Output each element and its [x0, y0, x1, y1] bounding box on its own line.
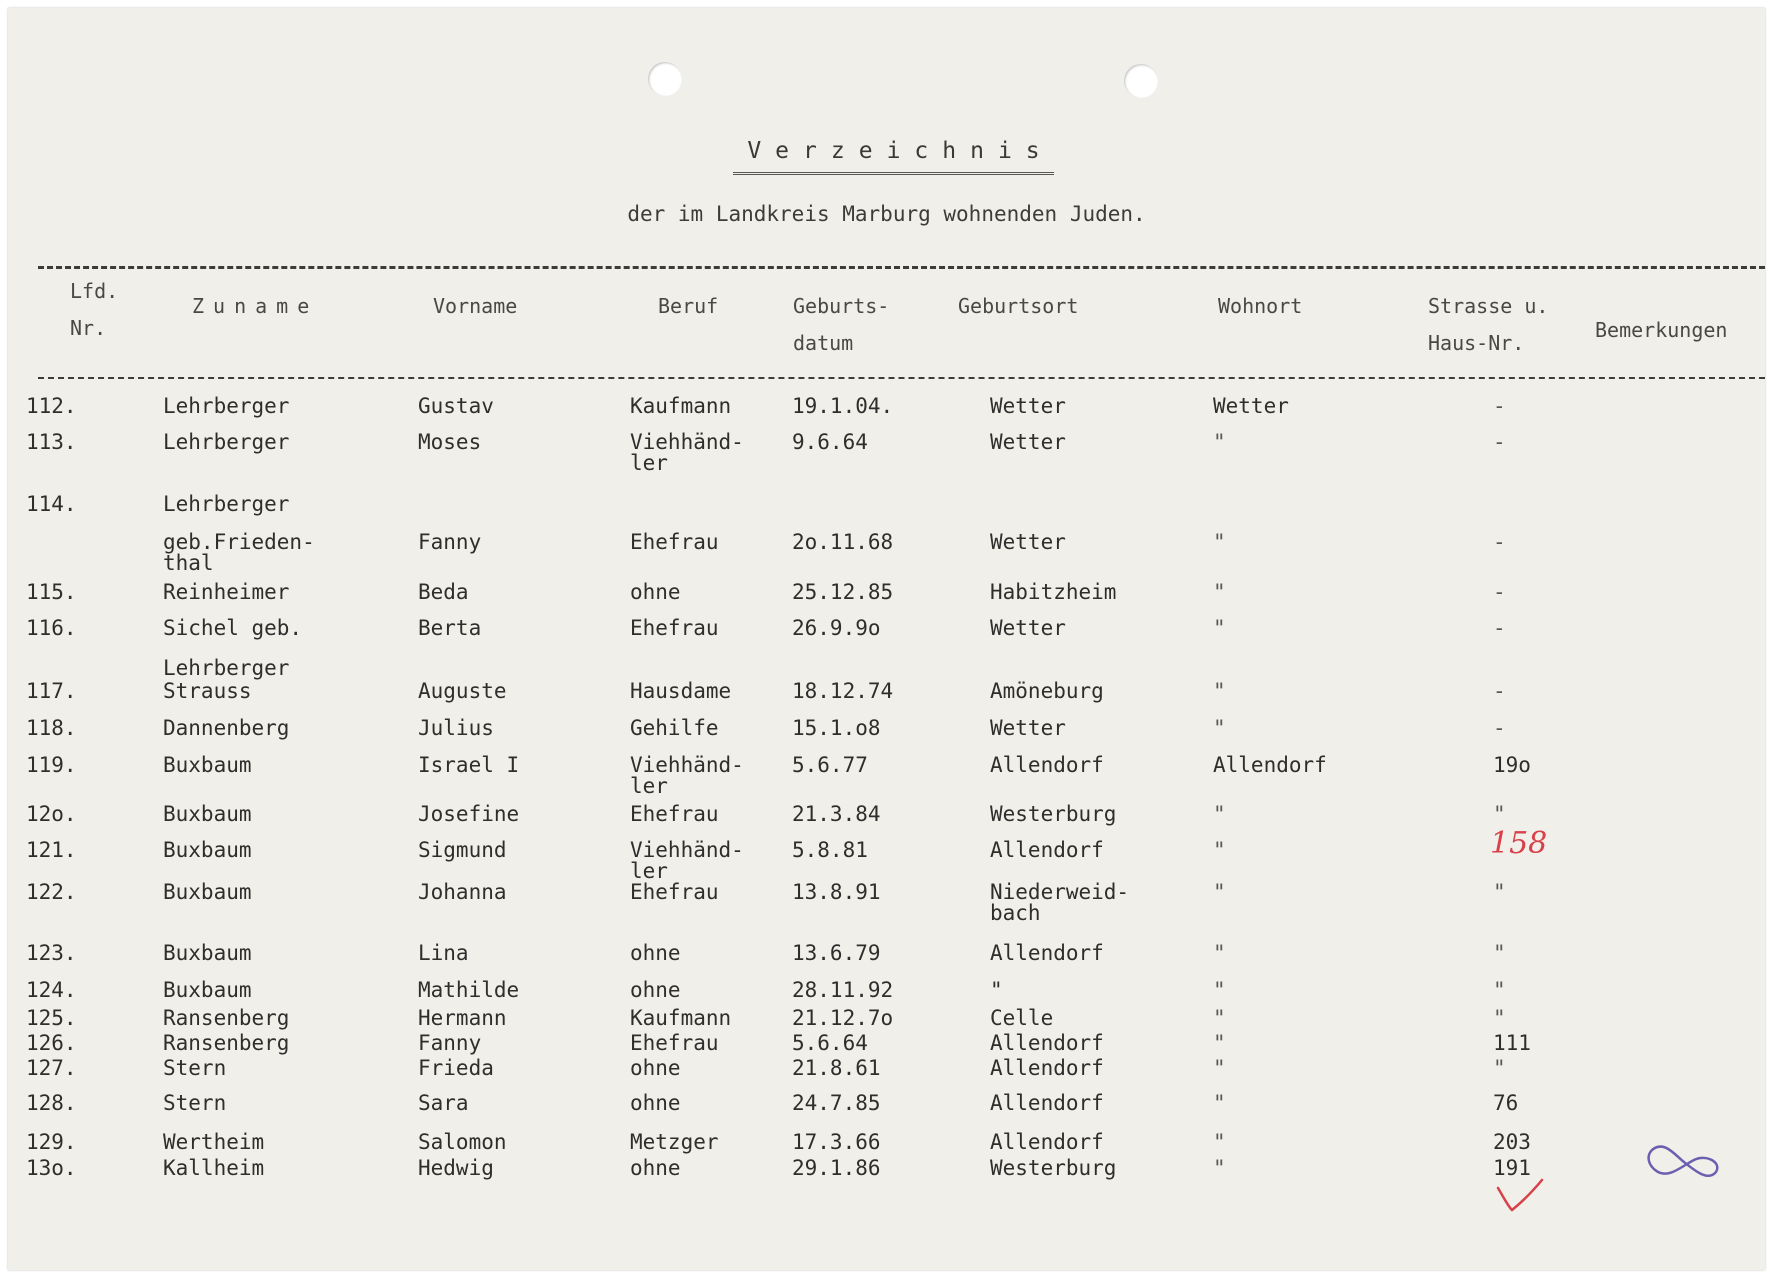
row-geburtsort: Niederweid- bach [990, 880, 1130, 925]
header-bemerkungen: Bemerkungen [1595, 318, 1728, 342]
row-geburtsort: Allendorf [990, 838, 1104, 862]
row-nr: 118. [26, 716, 77, 740]
row-beruf: Kaufmann [630, 394, 732, 418]
row-vorname: Frieda [418, 1056, 494, 1080]
row-wohnort: " [1213, 1056, 1226, 1080]
row-vorname: Beda [418, 580, 469, 604]
row-vorname: Mathilde [418, 978, 520, 1002]
row-wohnort: " [1213, 1156, 1226, 1180]
row-zuname: Strauss [163, 679, 252, 703]
row-zuname: Wertheim [163, 1130, 265, 1154]
header-nr: Lfd. Nr. [70, 279, 119, 340]
row-zuname: geb.Frieden- thal [163, 530, 315, 575]
row-geburtsdatum: 28.11.92 [792, 978, 894, 1002]
row-nr: 117. [26, 679, 77, 703]
row-nr: 126. [26, 1031, 77, 1055]
row-zuname: Ransenberg [163, 1006, 290, 1030]
document-subtitle: der im Landkreis Marburg wohnenden Juden. [627, 202, 1146, 226]
row-nr: 112. [26, 394, 77, 418]
row-vorname: Auguste [418, 679, 507, 703]
row-geburtsdatum: 21.12.7o [792, 1006, 894, 1030]
row-beruf: ohne [630, 1091, 681, 1115]
row-geburtsort: Wetter [990, 616, 1066, 640]
row-zuname: Dannenberg [163, 716, 290, 740]
document-sheet [8, 8, 1765, 1270]
row-vorname: Hedwig [418, 1156, 494, 1180]
red-pencil-annotation: 158 [1490, 826, 1548, 861]
row-geburtsort: Wetter [990, 716, 1066, 740]
row-geburtsort: Allendorf [990, 1091, 1104, 1115]
row-zuname: Buxbaum [163, 838, 252, 862]
row-wohnort: " [1213, 802, 1226, 826]
row-zuname: Lehrberger [163, 430, 290, 454]
row-wohnort: " [1213, 880, 1226, 904]
row-zuname: Buxbaum [163, 802, 252, 826]
row-nr: 12o. [26, 802, 77, 826]
row-beruf: Viehhänd- ler [630, 430, 744, 475]
row-strasse: - [1493, 430, 1506, 454]
row-strasse: " [1493, 802, 1506, 826]
row-wohnort: " [1213, 530, 1226, 554]
row-strasse: " [1493, 1006, 1506, 1030]
row-wohnort: " [1213, 430, 1226, 454]
row-geburtsdatum: 5.6.77 [792, 753, 868, 777]
row-zuname: Sichel geb. [163, 616, 303, 640]
row-wohnort: " [1213, 716, 1226, 740]
header-vorname: Vorname [433, 294, 518, 318]
row-geburtsort: Habitzheim [990, 580, 1117, 604]
row-strasse: - [1493, 679, 1506, 703]
row-zuname: Ransenberg [163, 1031, 290, 1055]
header-wohnort: Wohnort [1218, 294, 1303, 318]
row-strasse: " [1493, 880, 1506, 904]
row-geburtsdatum: 25.12.85 [792, 580, 894, 604]
row-nr: 123. [26, 941, 77, 965]
row-wohnort: " [1213, 1006, 1226, 1030]
row-geburtsort: Allendorf [990, 1056, 1104, 1080]
row-geburtsort: Wetter [990, 430, 1066, 454]
row-geburtsort: Allendorf [990, 1031, 1104, 1055]
row-wohnort: Allendorf [1213, 753, 1327, 777]
row-geburtsort: " [990, 978, 1003, 1002]
row-geburtsort: Amöneburg [990, 679, 1104, 703]
row-beruf: Kaufmann [630, 1006, 732, 1030]
row-geburtsort: Allendorf [990, 1130, 1104, 1154]
row-geburtsdatum: 5.6.64 [792, 1031, 868, 1055]
row-beruf: Ehefrau [630, 802, 719, 826]
row-nr: 119. [26, 753, 77, 777]
row-geburtsdatum: 2o.11.68 [792, 530, 894, 554]
row-geburtsdatum: 13.8.91 [792, 880, 881, 904]
row-beruf: Viehhänd- ler [630, 838, 744, 883]
row-geburtsdatum: 9.6.64 [792, 430, 868, 454]
row-beruf: Hausdame [630, 679, 732, 703]
row-strasse: 111 [1493, 1031, 1531, 1055]
row-beruf: ohne [630, 1156, 681, 1180]
row-nr: 113. [26, 430, 77, 454]
row-wohnort: " [1213, 679, 1226, 703]
row-zuname: Buxbaum [163, 941, 252, 965]
row-geburtsdatum: 24.7.85 [792, 1091, 881, 1115]
row-zuname: Lehrberger [163, 394, 290, 418]
row-wohnort: " [1213, 580, 1226, 604]
infinity-mark-icon [1644, 1136, 1724, 1186]
row-geburtsort: Allendorf [990, 753, 1104, 777]
row-nr: 13o. [26, 1156, 77, 1180]
row-vorname: Fanny [418, 530, 482, 554]
row-wohnort: " [1213, 1031, 1226, 1055]
header-geburtsdatum: Geburts- datum [793, 294, 890, 355]
row-beruf: Ehefrau [630, 1031, 719, 1055]
row-vorname: Fanny [418, 1031, 482, 1055]
header-strasse: Strasse u. Haus-Nr. [1428, 294, 1549, 355]
row-nr: 124. [26, 978, 77, 1002]
row-beruf: Ehefrau [630, 530, 719, 554]
row-wohnort: " [1213, 1091, 1226, 1115]
row-strasse: 76 [1493, 1091, 1519, 1115]
punch-hole-left [648, 62, 682, 96]
row-wohnort: " [1213, 1130, 1226, 1154]
header-beruf: Beruf [658, 294, 719, 318]
row-beruf: Ehefrau [630, 616, 719, 640]
row-zuname: Buxbaum [163, 880, 252, 904]
row-strasse: - [1493, 580, 1506, 604]
row-wohnort: Wetter [1213, 394, 1289, 418]
row-strasse: " [1493, 1056, 1506, 1080]
row-vorname: Gustav [418, 394, 494, 418]
row-geburtsort: Allendorf [990, 941, 1104, 965]
row-strasse: - [1493, 616, 1506, 640]
row-beruf: ohne [630, 580, 681, 604]
row-nr: 121. [26, 838, 77, 862]
row-geburtsort: Westerburg [990, 1156, 1117, 1180]
row-beruf: Gehilfe [630, 716, 719, 740]
row-geburtsdatum: 21.3.84 [792, 802, 881, 826]
row-geburtsdatum: 21.8.61 [792, 1056, 881, 1080]
row-nr: 129. [26, 1130, 77, 1154]
row-strasse: 19o [1493, 753, 1531, 777]
row-nr: 114. [26, 492, 77, 516]
row-vorname: Berta [418, 616, 482, 640]
row-zuname: Reinheimer [163, 580, 290, 604]
row-beruf: Metzger [630, 1130, 719, 1154]
row-geburtsdatum: 13.6.79 [792, 941, 881, 965]
row-geburtsort: Celle [990, 1006, 1054, 1030]
document-title: Verzeichnis [8, 138, 1765, 175]
row-vorname: Sara [418, 1091, 469, 1115]
row-zuname: Stern [163, 1091, 227, 1115]
row-zuname: Buxbaum [163, 978, 252, 1002]
row-nr: 125. [26, 1006, 77, 1030]
row-vorname: Hermann [418, 1006, 507, 1030]
row-geburtsdatum: 18.12.74 [792, 679, 894, 703]
row-zuname: Buxbaum [163, 753, 252, 777]
row-zuname: Lehrberger [163, 492, 290, 516]
row-vorname: Johanna [418, 880, 507, 904]
row-beruf: ohne [630, 941, 681, 965]
row-vorname: Josefine [418, 802, 520, 826]
row-wohnort: " [1213, 616, 1226, 640]
header-zuname: Zuname [192, 294, 319, 318]
row-beruf: ohne [630, 1056, 681, 1080]
row-zuname: Kallheim [163, 1156, 265, 1180]
row-wohnort: " [1213, 838, 1226, 862]
row-strasse: " [1493, 978, 1506, 1002]
row-strasse: " [1493, 941, 1506, 965]
row-geburtsdatum: 29.1.86 [792, 1156, 881, 1180]
check-mark-icon [1494, 1176, 1546, 1216]
row-strasse: - [1493, 530, 1506, 554]
row-vorname: Moses [418, 430, 482, 454]
row-nr: 115. [26, 580, 77, 604]
row-zuname: Stern [163, 1056, 227, 1080]
row-strasse: 191 [1493, 1156, 1531, 1180]
row-zuname: Lehrberger [163, 656, 290, 680]
header-top-rule [38, 266, 1765, 269]
row-geburtsort: Westerburg [990, 802, 1117, 826]
row-geburtsdatum: 19.1.04. [792, 394, 894, 418]
row-geburtsdatum: 15.1.o8 [792, 716, 881, 740]
row-geburtsdatum: 5.8.81 [792, 838, 868, 862]
row-vorname: Salomon [418, 1130, 507, 1154]
row-geburtsort: Wetter [990, 394, 1066, 418]
row-vorname: Israel I [418, 753, 520, 777]
row-strasse: - [1493, 716, 1506, 740]
row-geburtsdatum: 17.3.66 [792, 1130, 881, 1154]
row-vorname: Lina [418, 941, 469, 965]
row-wohnort: " [1213, 941, 1226, 965]
row-beruf: Viehhänd- ler [630, 753, 744, 798]
header-geburtsort: Geburtsort [958, 294, 1079, 318]
row-strasse: 203 [1493, 1130, 1531, 1154]
row-beruf: Ehefrau [630, 880, 719, 904]
row-wohnort: " [1213, 978, 1226, 1002]
row-geburtsdatum: 26.9.9o [792, 616, 881, 640]
row-nr: 127. [26, 1056, 77, 1080]
header-bottom-rule [38, 377, 1765, 379]
row-vorname: Julius [418, 716, 494, 740]
row-strasse: - [1493, 394, 1506, 418]
row-nr: 128. [26, 1091, 77, 1115]
row-nr: 122. [26, 880, 77, 904]
row-beruf: ohne [630, 978, 681, 1002]
row-nr: 116. [26, 616, 77, 640]
row-vorname: Sigmund [418, 838, 507, 862]
punch-hole-right [1124, 64, 1158, 98]
row-geburtsort: Wetter [990, 530, 1066, 554]
